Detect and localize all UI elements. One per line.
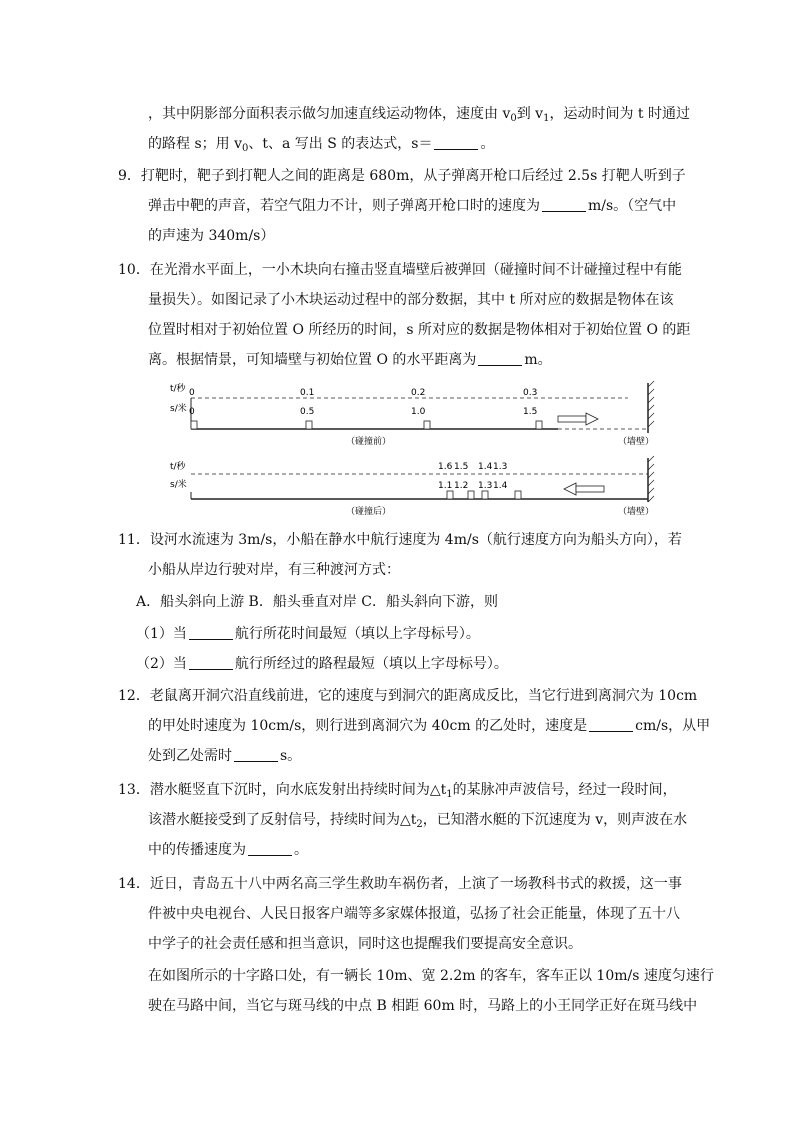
question-10-line-3 (148, 320, 690, 340)
s-value: 0 (189, 407, 195, 417)
subscript: 2 (416, 819, 423, 830)
text: ，其中阴影部分面积表示做匀加速直线运动物体，速度由 v (148, 106, 511, 122)
text: 位置时相对于初始位置 O 所经历的时间，s 所对应的数据是物体相对于初始位置 O 的距 (148, 322, 691, 338)
text: cm/s，从甲 (635, 718, 711, 734)
text: 、t、a 写出 S 的表达式，s＝ (248, 136, 433, 152)
text: 中的传播速度为 (148, 842, 246, 858)
question-number: 13． (118, 782, 150, 798)
t-axis-label-after: t/秒 (170, 462, 186, 472)
question-11-line-2 (148, 560, 400, 580)
question-11-part-2 (136, 654, 508, 674)
motion-diagram-svg (158, 378, 658, 518)
text: 中学子的社会责任感和担当意识，同时这也提醒我们要提高安全意识。 (148, 936, 582, 952)
s-value: 1.0 (411, 407, 426, 417)
text: 该潜水艇接受到了反射信号，持续时间为△t (148, 812, 417, 828)
text: 处到乙处需时 (148, 748, 232, 764)
block-marker (482, 491, 488, 499)
question-14-line-1 (118, 874, 682, 894)
caption-after-collision: （碰撞后） (346, 507, 392, 517)
t-value: 0 (189, 388, 195, 398)
block-marker (447, 491, 453, 499)
block-marker (515, 491, 521, 499)
text: 小船从岸边行驶对岸，有三种渡河方式： (148, 562, 400, 578)
subscript: 0 (510, 113, 517, 124)
text: （1）当 (136, 626, 187, 642)
question-11-line-1 (118, 530, 682, 550)
question-10-line-4 (148, 350, 552, 370)
block-marker (424, 421, 430, 429)
question-9-line-2 (148, 196, 676, 216)
question-13-line-2 (148, 810, 687, 835)
s-value: 1.1 (438, 481, 453, 491)
text: 的声速为 340m/s） (148, 228, 275, 244)
text: 的甲处时速度为 10cm/s，则行进到离洞穴为 40cm 的乙处时，速度是 (148, 718, 588, 734)
text: 近日，青岛五十八中两名高三学生救助车祸伤者，上演了一场教科书式的救援，这一事 (149, 876, 682, 892)
question-9-line-1 (118, 166, 686, 186)
text: 在如图所示的十字路口处，有一辆长 10m、宽 2.2m 的客车，客车正以 10m/s 速度匀速行 (148, 968, 714, 984)
answer-blank[interactable] (542, 197, 586, 212)
text: m/s。（空气中 (588, 198, 677, 214)
question-13-line-3 (148, 840, 308, 860)
answer-blank[interactable] (478, 351, 522, 366)
question-number: 14． (118, 876, 150, 892)
answer-blank[interactable] (189, 655, 233, 670)
text: 到 v (516, 106, 544, 122)
text: 航行所经过的路程最短（填以上字母标号）。 (234, 656, 508, 672)
text: ，已知潜水艇的下沉速度为 v，则声波在水 (422, 812, 688, 828)
text: A．船头斜向上游 B．船头垂直对岸 C．船头斜向下游，则 (136, 594, 499, 610)
t-value: 1.3 (493, 462, 508, 472)
text: （2）当 (136, 656, 187, 672)
text: 件被中央电视台、人民日报客户端等多家媒体报道，弘扬了社会正能量，体现了五十八 (148, 906, 680, 922)
motion-record-diagram (158, 378, 658, 518)
block-marker (191, 421, 197, 429)
question-14-line-4 (148, 966, 714, 986)
block-marker (468, 491, 474, 499)
text: 离。根据情景，可知墙壁与初始位置 O 的水平距离为 (148, 352, 477, 368)
left-arrow-icon (564, 483, 604, 495)
text: 。 (480, 136, 495, 152)
question-10-line-1 (118, 260, 682, 280)
s-value: 1.4 (493, 481, 508, 491)
question-11-part-1 (136, 624, 480, 644)
text: 的某脉冲声波信号，经过一段时间， (452, 782, 677, 798)
question-12-line-2 (148, 716, 710, 736)
text: 量损失）。如图记录了小木块运动过程中的部分数据，其中 t 所对应的数据是物体在该 (148, 292, 674, 308)
text: s。 (280, 748, 302, 764)
text: ，运动时间为 t 时通过 (549, 106, 690, 122)
t-value: 1.4 (478, 462, 493, 472)
question-14-line-5 (148, 996, 697, 1016)
question-number: 11． (118, 532, 150, 548)
intro-line-1 (148, 104, 690, 129)
block-marker (536, 421, 542, 429)
intro-line-2 (148, 134, 494, 159)
caption-wall-bottom: （墙壁） (618, 507, 655, 517)
s-value: 1.2 (454, 481, 469, 491)
answer-blank[interactable] (189, 625, 233, 640)
subscript: 1 (446, 789, 453, 800)
text: 在光滑水平面上，一小木块向右撞击竖直墙壁后被弹回（碰撞时间不计碰撞过程中有能 (149, 262, 682, 278)
t-value: 0.2 (411, 388, 426, 398)
text: 驶在马路中间，当它与斑马线的中点 B 相距 60m 时，马路上的小王同学正好在斑马线中 (148, 998, 698, 1014)
question-13-line-1 (118, 780, 677, 805)
t-value: 1.6 (438, 462, 453, 472)
question-14-line-2 (148, 904, 680, 924)
text: 弹击中靶的声音，若空气阻力不计，则子弹离开枪口时的速度为 (148, 198, 540, 214)
t-value: 1.5 (454, 462, 469, 472)
right-arrow-icon (558, 413, 598, 425)
question-number: 9． (118, 168, 141, 184)
answer-blank[interactable] (234, 747, 278, 762)
text: 潜水艇竖直下沉时，向水底发射出持续时间为△t (149, 782, 447, 798)
question-14-line-3 (148, 934, 582, 954)
s-value: 0.5 (300, 407, 315, 417)
question-12-line-3 (148, 746, 301, 766)
text: 设河水流速为 3m/s，小船在静水中航行速度为 4m/s（航行速度方向为船头方向），若 (149, 532, 682, 548)
answer-blank[interactable] (589, 717, 633, 732)
wall-before (648, 381, 654, 433)
text: 。 (294, 842, 308, 858)
question-number: 10． (118, 262, 150, 278)
block-marker (306, 421, 312, 429)
text: 的路程 s；用 v (148, 136, 242, 152)
text: 老鼠离开洞穴沿直线前进，它的速度与到洞穴的距离成反比，当它行进到离洞穴为 10cm (149, 688, 698, 704)
subscript: 0 (242, 143, 249, 154)
text: 打靶时，靶子到打靶人之间的距离是 680m，从子弹离开枪口后经过 2.5s 打靶人听到子 (140, 168, 686, 184)
question-10-line-2 (148, 290, 674, 310)
t-value: 0.3 (523, 388, 538, 398)
question-11-options (136, 592, 498, 612)
s-value: 1.5 (523, 407, 538, 417)
question-12-line-1 (118, 686, 697, 706)
t-value: 0.1 (300, 388, 315, 398)
question-9-line-3 (148, 226, 274, 246)
text: m。 (524, 352, 552, 368)
answer-blank[interactable] (248, 841, 292, 856)
t-axis-label-before: t/秒 (170, 384, 186, 394)
wall-after (648, 456, 654, 502)
answer-blank[interactable] (434, 135, 478, 150)
caption-before-collision: （碰撞前） (346, 437, 392, 447)
s-value: 1.3 (478, 481, 493, 491)
s-axis-label-before: s/米 (170, 404, 187, 414)
s-axis-label-after: s/米 (170, 480, 187, 490)
caption-wall-top: （墙壁） (618, 437, 655, 447)
text: 航行所花时间最短（填以上字母标号）。 (234, 626, 480, 642)
question-number: 12． (118, 688, 150, 704)
subscript: 1 (543, 113, 550, 124)
